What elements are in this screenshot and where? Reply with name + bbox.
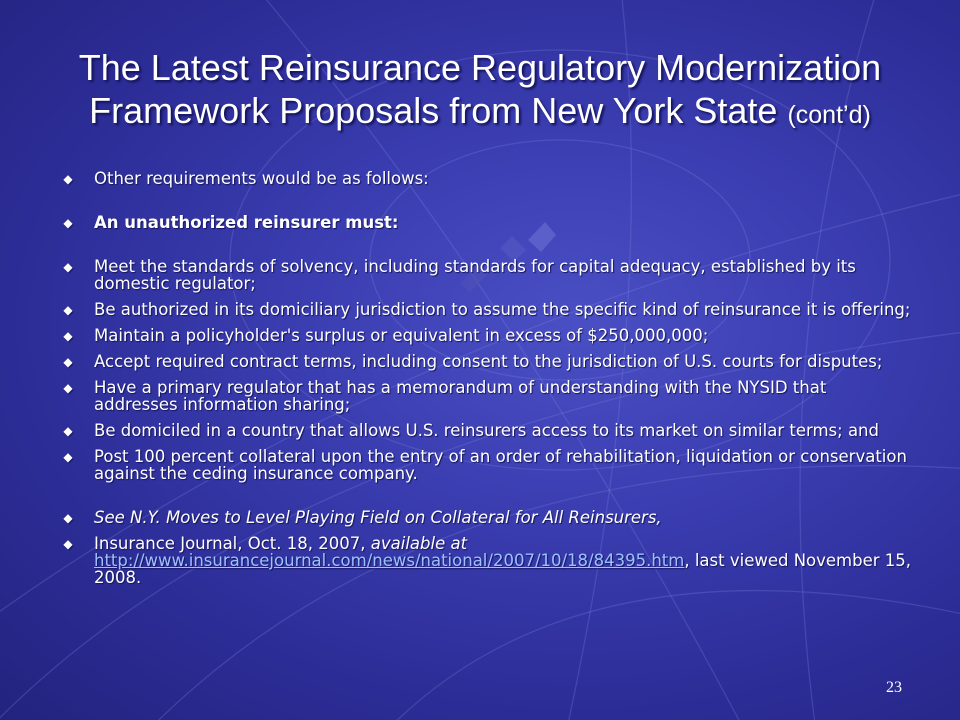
diamond-bullet-icon: ◆	[63, 424, 73, 438]
bullet-list	[62, 170, 912, 586]
title-main: The Latest Reinsurance Regulatory Modernization Framework Proposals from New York State	[78, 47, 882, 131]
diamond-bullet-icon: ◆	[63, 355, 73, 369]
list-item	[62, 258, 912, 292]
list-item	[62, 448, 912, 482]
diamond-bullet-icon: ◆	[63, 511, 73, 525]
citation-text: See N.Y. Moves to Level Playing Field on Collateral for All Reinsurers,	[94, 508, 662, 527]
requirement-text: Maintain a policyholder's surplus or equivalent in excess of $250,000,000;	[94, 326, 709, 345]
citation-suffix: , last viewed November 15, 2008.	[94, 551, 912, 587]
diamond-bullet-icon: ◆	[63, 381, 73, 395]
intro-text: Other requirements would be as follows:	[94, 169, 429, 188]
requirement-text: Be authorized in its domiciliary jurisdiction to assume the specific kind of reinsurance it is offering;	[94, 300, 911, 319]
requirement-text: Be domiciled in a country that allows U.S. reinsurers access to its market on similar terms; and	[94, 421, 879, 440]
list-item	[62, 301, 912, 318]
citation-available: available at	[370, 534, 468, 553]
list-item-heading	[62, 214, 912, 231]
title-suffix: (cont’d)	[787, 101, 871, 129]
diamond-bullet-icon: ◆	[63, 303, 73, 317]
requirement-text: Post 100 percent collateral upon the entry of an order of rehabilitation, liquidation or conservation against the ceding insurance company.	[94, 447, 907, 483]
list-item	[62, 353, 912, 370]
list-item-citation	[62, 509, 912, 526]
diamond-bullet-icon: ◆	[63, 172, 73, 186]
citation-link[interactable]: http://www.insurancejournal.com/news/national/2007/10/18/84395.htm	[94, 551, 685, 570]
list-item-citation-source	[62, 535, 912, 586]
list-item	[62, 379, 912, 413]
list-item	[62, 422, 912, 439]
slide-title	[40, 46, 920, 137]
diamond-bullet-icon: ◆	[63, 260, 73, 274]
page-number: 23	[886, 679, 902, 696]
heading-text: An unauthorized reinsurer must:	[94, 213, 399, 232]
diamond-bullet-icon: ◆	[63, 537, 73, 551]
diamond-bullet-icon: ◆	[63, 329, 73, 343]
requirement-text: Meet the standards of solvency, including standards for capital adequacy, established by its domestic regulator;	[94, 257, 856, 293]
requirement-text: Accept required contract terms, including consent to the jurisdiction of U.S. courts for disputes;	[94, 352, 883, 371]
citation-prefix: Insurance Journal, Oct. 18, 2007,	[94, 534, 371, 553]
list-item	[62, 327, 912, 344]
diamond-bullet-icon: ◆	[63, 216, 73, 230]
diamond-bullet-icon: ◆	[63, 450, 73, 464]
list-item-intro	[62, 170, 912, 187]
requirement-text: Have a primary regulator that has a memorandum of understanding with the NYSID that addresses information sharing;	[94, 378, 827, 414]
